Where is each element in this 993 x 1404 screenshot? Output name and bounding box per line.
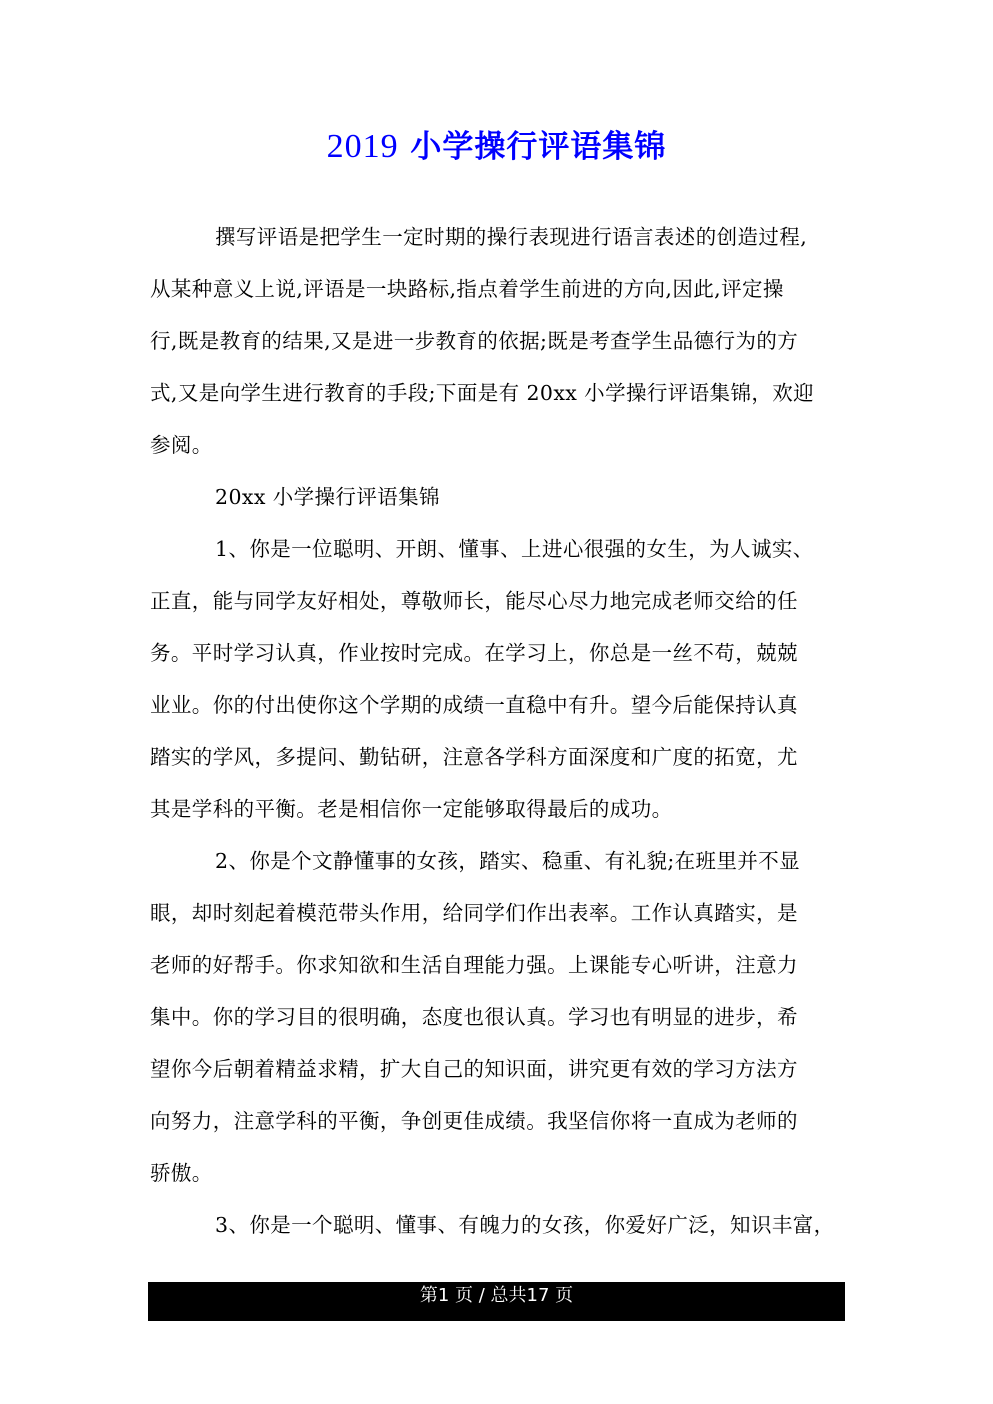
text-line: 从某种意义上说,评语是一块路标,指点着学生前进的方向,因此,评定操 xyxy=(150,277,784,301)
text-line: 其是学科的平衡。老是相信你一定能够取得最后的成功。 xyxy=(150,797,673,821)
text-line: 式,又是向学生进行教育的手段;下面是有 20xx 小学操行评语集锦，欢迎 xyxy=(150,381,815,405)
paragraph-comment-3 xyxy=(150,1199,840,1251)
text-line: 眼，却时刻起着模范带头作用，给同学们作出表率。工作认真踏实，是 xyxy=(150,901,798,925)
paragraph-intro xyxy=(150,211,840,471)
paragraph-comment-2 xyxy=(150,835,840,1199)
text-line: 务。平时学习认真，作业按时完成。在学习上，你总是一丝不苟，兢兢 xyxy=(150,641,798,665)
text-line: 踏实的学风，多提问、勤钻研，注意各学科方面深度和广度的拓宽，尤 xyxy=(150,745,798,769)
text-line: 业业。你的付出使你这个学期的成绩一直稳中有升。望今后能保持认真 xyxy=(150,693,798,717)
text-line: 骄傲。 xyxy=(150,1161,213,1185)
section-heading xyxy=(150,471,840,523)
text-line: 望你今后朝着精益求精，扩大自己的知识面，讲究更有效的学习方法方 xyxy=(150,1057,798,1081)
paragraph-comment-1 xyxy=(150,523,840,835)
title-text: 小学操行评语集锦 xyxy=(410,129,667,165)
title-year: 2019 xyxy=(326,128,399,165)
text-line: 行,既是教育的结果,又是进一步教育的依据;既是考查学生品德行为的方 xyxy=(150,329,799,353)
text-line: 撰写评语是把学生一定时期的操行表现进行语言表述的创造过程, xyxy=(215,225,808,249)
text-line: 集中。你的学习目的很明确，态度也很认真。学习也有明显的进步，希 xyxy=(150,1005,798,1029)
text-line: 老师的好帮手。你求知欲和生活自理能力强。上课能专心听讲，注意力 xyxy=(150,953,798,977)
document-title xyxy=(0,124,993,170)
page-indicator: 第1 页 / 总共17 页 xyxy=(419,1285,574,1306)
text-line: 2、你是个文静懂事的女孩，踏实、稳重、有礼貌;在班里并不显 xyxy=(215,849,801,873)
document-body xyxy=(150,211,840,1251)
text-line: 3、你是一个聪明、懂事、有魄力的女孩，你爱好广泛，知识丰富， xyxy=(215,1213,835,1237)
text-line: 参阅。 xyxy=(150,433,213,457)
text-line: 向努力，注意学科的平衡，争创更佳成绩。我坚信你将一直成为老师的 xyxy=(150,1109,798,1133)
text-line: 1、你是一位聪明、开朗、懂事、上进心很强的女生，为人诚实、 xyxy=(215,537,814,561)
text-line: 正直，能与同学友好相处，尊敬师长，能尽心尽力地完成老师交给的任 xyxy=(150,589,798,613)
page-footer-bar xyxy=(148,1282,845,1321)
text-line: 20xx 小学操行评语集锦 xyxy=(215,485,440,509)
